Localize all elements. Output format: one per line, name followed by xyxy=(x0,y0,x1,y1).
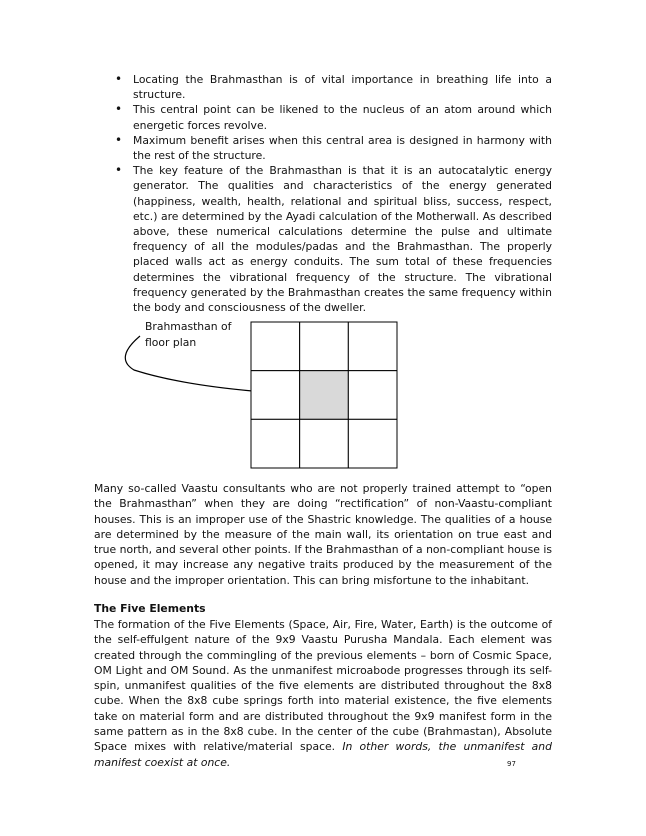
grid-cell xyxy=(300,419,349,468)
bullet-text: Maximum benefit arises when this central area is designed in harmony with the rest of the structure. xyxy=(133,133,552,163)
brahmasthan-figure xyxy=(100,316,420,466)
section-heading: The Five Elements xyxy=(94,602,206,615)
bullet-icon: • xyxy=(115,132,123,147)
grid-cell xyxy=(348,419,397,468)
bullet-item xyxy=(115,133,552,163)
body-paragraph: Many so-called Vaastu consultants who are not properly trained attempt to “open the Brahmasthan” when they are doing “rectification” of non-Vaastu-compliant houses. This is an improper use of the Shastric knowledge. The qualities of a house are determined by the measure of the main wall, its orientation on true east and true north, and several other points. If the Brahmasthan of a non-compliant house is opened, it may increase any negative traits produced by the measurement of the house and the improper orientation. This can bring misfortune to the inhabitant. xyxy=(94,482,552,587)
bullet-icon: • xyxy=(115,102,123,117)
grid-cell xyxy=(251,322,300,371)
figure-label: Brahmasthan of floor plan xyxy=(145,320,232,349)
floor-plan-grid xyxy=(250,321,398,469)
bullet-item xyxy=(115,163,552,315)
bullet-icon: • xyxy=(115,72,123,86)
bullet-icon: • xyxy=(115,163,123,178)
grid-cell xyxy=(348,322,397,371)
bullet-text: This central point can be likened to the nucleus of an atom around which energetic forces revolve. xyxy=(133,103,552,132)
bullet-item xyxy=(115,102,552,132)
paragraph-text: The formation of the Five Elements (Space, Air, Fire, Water, Earth) is the outcome of the self-effulgent nature of the 9x9 Vaastu Purusha Mandala. Each element was created through the commingling of the previous elements – born of Cosmic Space, OM Light and OM Sound. As the unmanifest microabode progresses through its self-spin, unmanifest qualities of the five elements are distributed throughout the 8x8 cube. When the 8x8 cube springs forth into material existence, the five elements take on material form and are distributed throughout the 9x9 manifest form in the same pattern as in the 8x8 cube. In the center of the cube (Brahmastan), Absolute Space mixes with relative/material space. xyxy=(94,618,552,754)
bullet-list xyxy=(115,72,552,315)
page-number: 97 xyxy=(507,760,516,768)
grid-cell xyxy=(251,419,300,468)
grid-cell xyxy=(300,322,349,371)
bullet-item xyxy=(115,72,552,102)
body-paragraph xyxy=(94,617,552,770)
grid-cell xyxy=(348,371,397,420)
bullet-text: Locating the Brahmasthan is of vital importance in breathing life into a structure. xyxy=(133,73,552,102)
brahmasthan-center-cell xyxy=(300,371,349,420)
bullet-text: The key feature of the Brahmasthan is that it is an autocatalytic energy generator. The qualities and characteristics of the energy generated (happiness, wealth, health, relational and spiritual bliss, success, respect, etc.) are determined by the Ayadi calculation of the Motherwall. As described above, these numerical calculations determine the pulse and ultimate frequency of all the modules/padas and the Brahmasthan. The properly placed walls act as energy conduits. The sum total of these frequencies determines the vibrational frequency of the structure. The vibrational frequency generated by the Brahmasthan creates the same frequency within the body and consciousness of the dweller. xyxy=(133,164,552,315)
paragraph-italic-text: In other words, the unmanifest and manifest coexist at once. xyxy=(94,740,552,769)
grid-cell xyxy=(251,371,300,420)
floor-plan-grid-svg xyxy=(250,321,398,469)
